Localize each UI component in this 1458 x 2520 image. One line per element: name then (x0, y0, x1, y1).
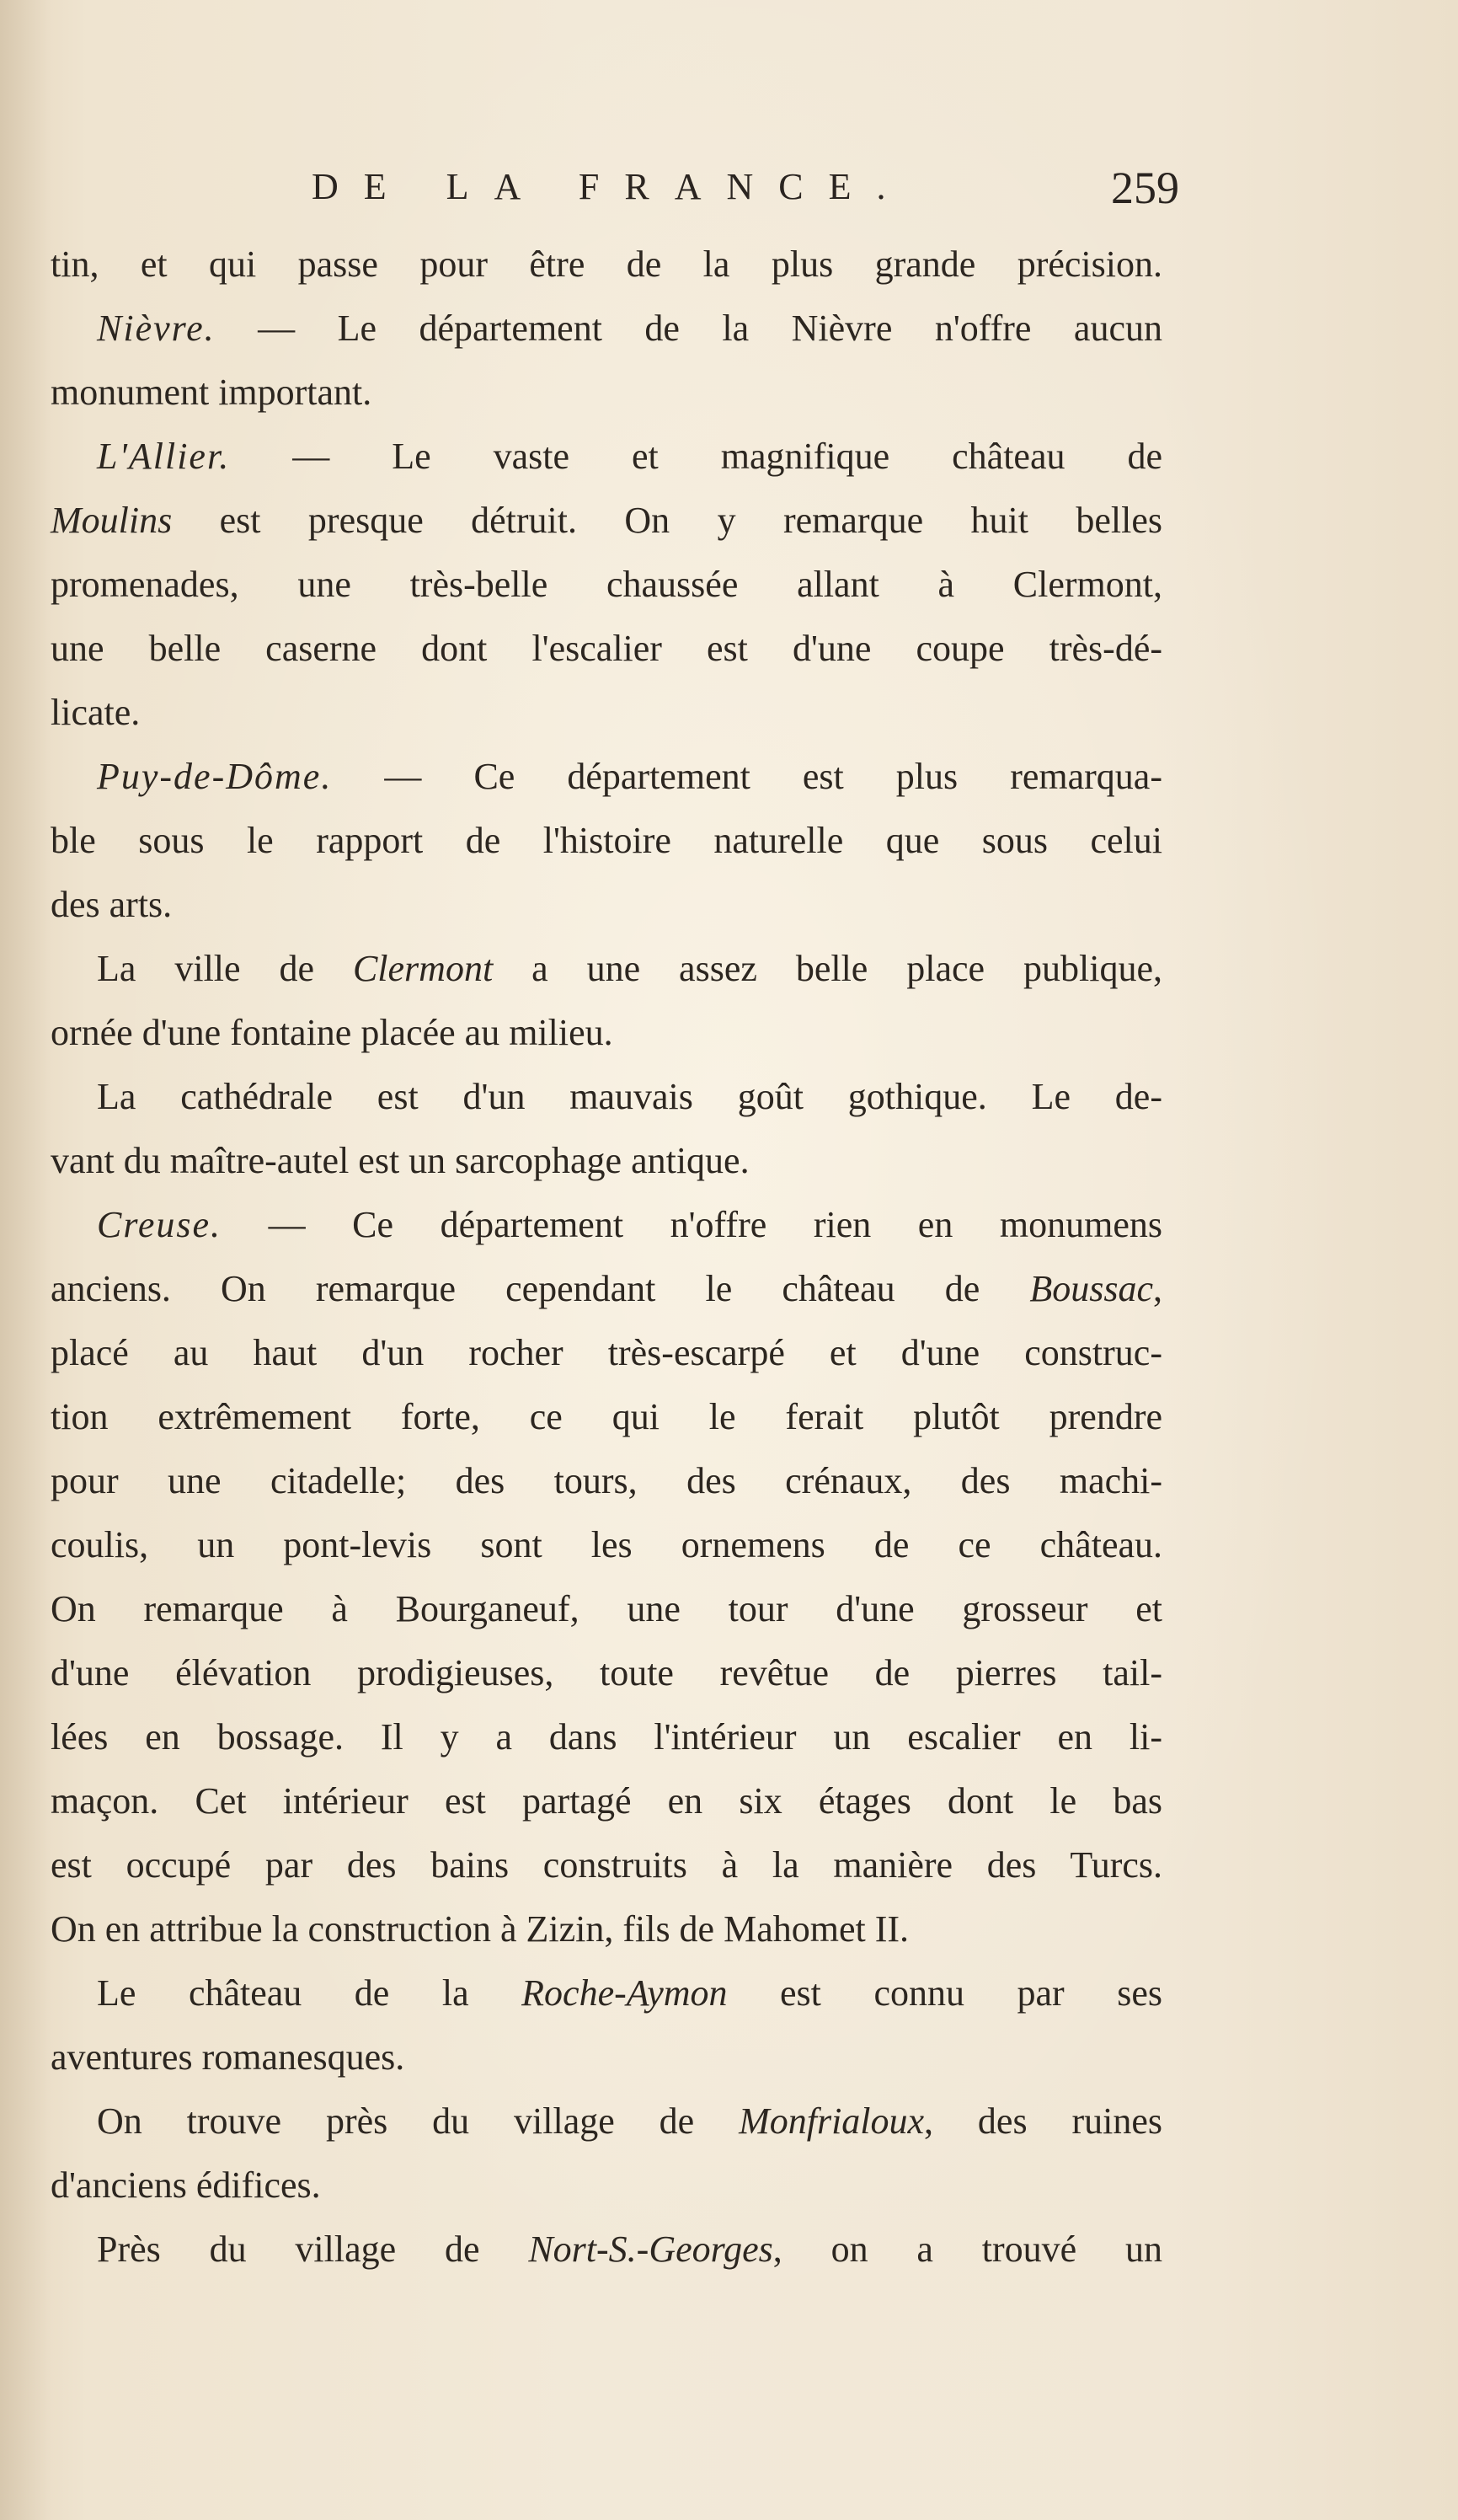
text-run: lées en bossage. Il y a dans l'intérieur un escalier en li- (51, 1716, 1162, 1758)
text-line (51, 745, 1162, 809)
text-line (51, 1385, 1162, 1449)
text-run: a une assez belle place publique, (493, 948, 1162, 989)
text-line (51, 1833, 1162, 1897)
text-line (51, 2025, 1162, 2089)
text-run: pour une citadelle; des tours, des crénaux, des machi- (51, 1460, 1162, 1501)
text-line (51, 1897, 1162, 1961)
body-text (51, 233, 1162, 2282)
text-line (51, 1193, 1162, 1257)
text-line (51, 1577, 1162, 1641)
section-heading: L'Allier. (97, 436, 231, 477)
section-heading: Puy-de-Dôme. (97, 756, 333, 797)
text-line (51, 361, 1162, 425)
text-run: — Le vaste et magnifique château de (230, 436, 1162, 477)
text-run: anciens. On remarque cependant le château de (51, 1268, 1030, 1309)
text-run: une belle caserne dont l'escalier est d'une coupe très-dé- (51, 628, 1162, 669)
text-line (51, 2154, 1162, 2218)
italic-place-name: Clermont (352, 948, 494, 989)
text-line (51, 1641, 1162, 1705)
text-run: — Le département de la Nièvre n'offre aucun (215, 308, 1162, 349)
text-run: La cathédrale est d'un mauvais goût gothique. Le de- (97, 1076, 1162, 1117)
text-line (51, 1449, 1162, 1513)
text-line (51, 1257, 1162, 1321)
text-line (51, 1321, 1162, 1385)
text-line (51, 297, 1162, 361)
text-line (51, 617, 1162, 681)
text-line (51, 2218, 1162, 2282)
text-run: tin, et qui passe pour être de la plus grande précision. (51, 243, 1162, 285)
text-run: , on a trouvé un (772, 2228, 1162, 2270)
italic-place-name: Nort-S.-Georges (528, 2228, 773, 2270)
text-run: licate. (51, 692, 141, 733)
text-run: placé au haut d'un rocher très-escarpé et d'une construc- (51, 1332, 1162, 1373)
italic-place-name: Roche-Aymon (521, 1972, 728, 2014)
text-run: On en attribue la construction à Zizin, fils de Mahomet II. (51, 1908, 910, 1950)
text-line (51, 937, 1162, 1001)
text-line (51, 681, 1162, 745)
page-number: 259 (1111, 163, 1179, 213)
italic-place-name: Boussac (1029, 1268, 1153, 1309)
text-run: est presque détruit. On y remarque huit belles (172, 500, 1162, 541)
text-line (51, 489, 1162, 553)
text-run: d'anciens édifices. (51, 2164, 321, 2206)
text-line (51, 1129, 1162, 1193)
text-line (51, 233, 1162, 297)
text-line (51, 425, 1162, 489)
text-run: La ville de (97, 948, 353, 989)
text-run: Le château de la (97, 1972, 522, 2014)
text-run: est connu par ses (727, 1972, 1162, 2014)
text-run: d'une élévation prodigieuses, toute revêtue de pierres tail- (51, 1652, 1162, 1693)
text-line (51, 873, 1162, 937)
text-run: On remarque à Bourganeuf, une tour d'une grosseur et (51, 1588, 1162, 1629)
text-run: On trouve près du village de (97, 2100, 740, 2142)
text-run: , des ruines (924, 2100, 1162, 2142)
text-line (51, 1513, 1162, 1577)
section-heading: Creuse. (97, 1204, 222, 1245)
text-line (51, 2089, 1162, 2154)
text-run: aventures romanesques. (51, 2036, 405, 2078)
text-run: monument important. (51, 372, 372, 413)
text-run: promenades, une très-belle chaussée allant à Clermont, (51, 564, 1162, 605)
running-title: DE LA FRANCE. (312, 166, 911, 207)
page-header (312, 165, 1179, 224)
text-run: ornée d'une fontaine placée au milieu. (51, 1012, 613, 1053)
text-line (51, 1769, 1162, 1833)
text-run: maçon. Cet intérieur est partagé en six étages dont le bas (51, 1780, 1162, 1822)
italic-place-name: Monfrialoux (739, 2100, 925, 2142)
text-run: , (1153, 1268, 1162, 1309)
text-line (51, 1961, 1162, 2025)
text-run: Près du village de (97, 2228, 529, 2270)
text-line (51, 809, 1162, 873)
text-line (51, 1065, 1162, 1129)
text-run: vant du maître-autel est un sarcophage antique. (51, 1140, 750, 1181)
italic-place-name: Moulins (51, 500, 173, 541)
text-line (51, 1001, 1162, 1065)
text-line (51, 1705, 1162, 1769)
text-run: coulis, un pont-levis sont les ornemens de ce château. (51, 1524, 1162, 1565)
text-run: des arts. (51, 884, 173, 925)
text-line (51, 553, 1162, 617)
text-run: est occupé par des bains construits à la manière des Turcs. (51, 1844, 1162, 1886)
section-heading: Nièvre. (97, 308, 216, 349)
text-run: — Ce département est plus remarqua- (332, 756, 1162, 797)
text-run: tion extrêmement forte, ce qui le ferait plutôt prendre (51, 1396, 1162, 1437)
text-run: — Ce département n'offre rien en monumens (222, 1204, 1162, 1245)
text-run: ble sous le rapport de l'histoire naturelle que sous celui (51, 820, 1162, 861)
